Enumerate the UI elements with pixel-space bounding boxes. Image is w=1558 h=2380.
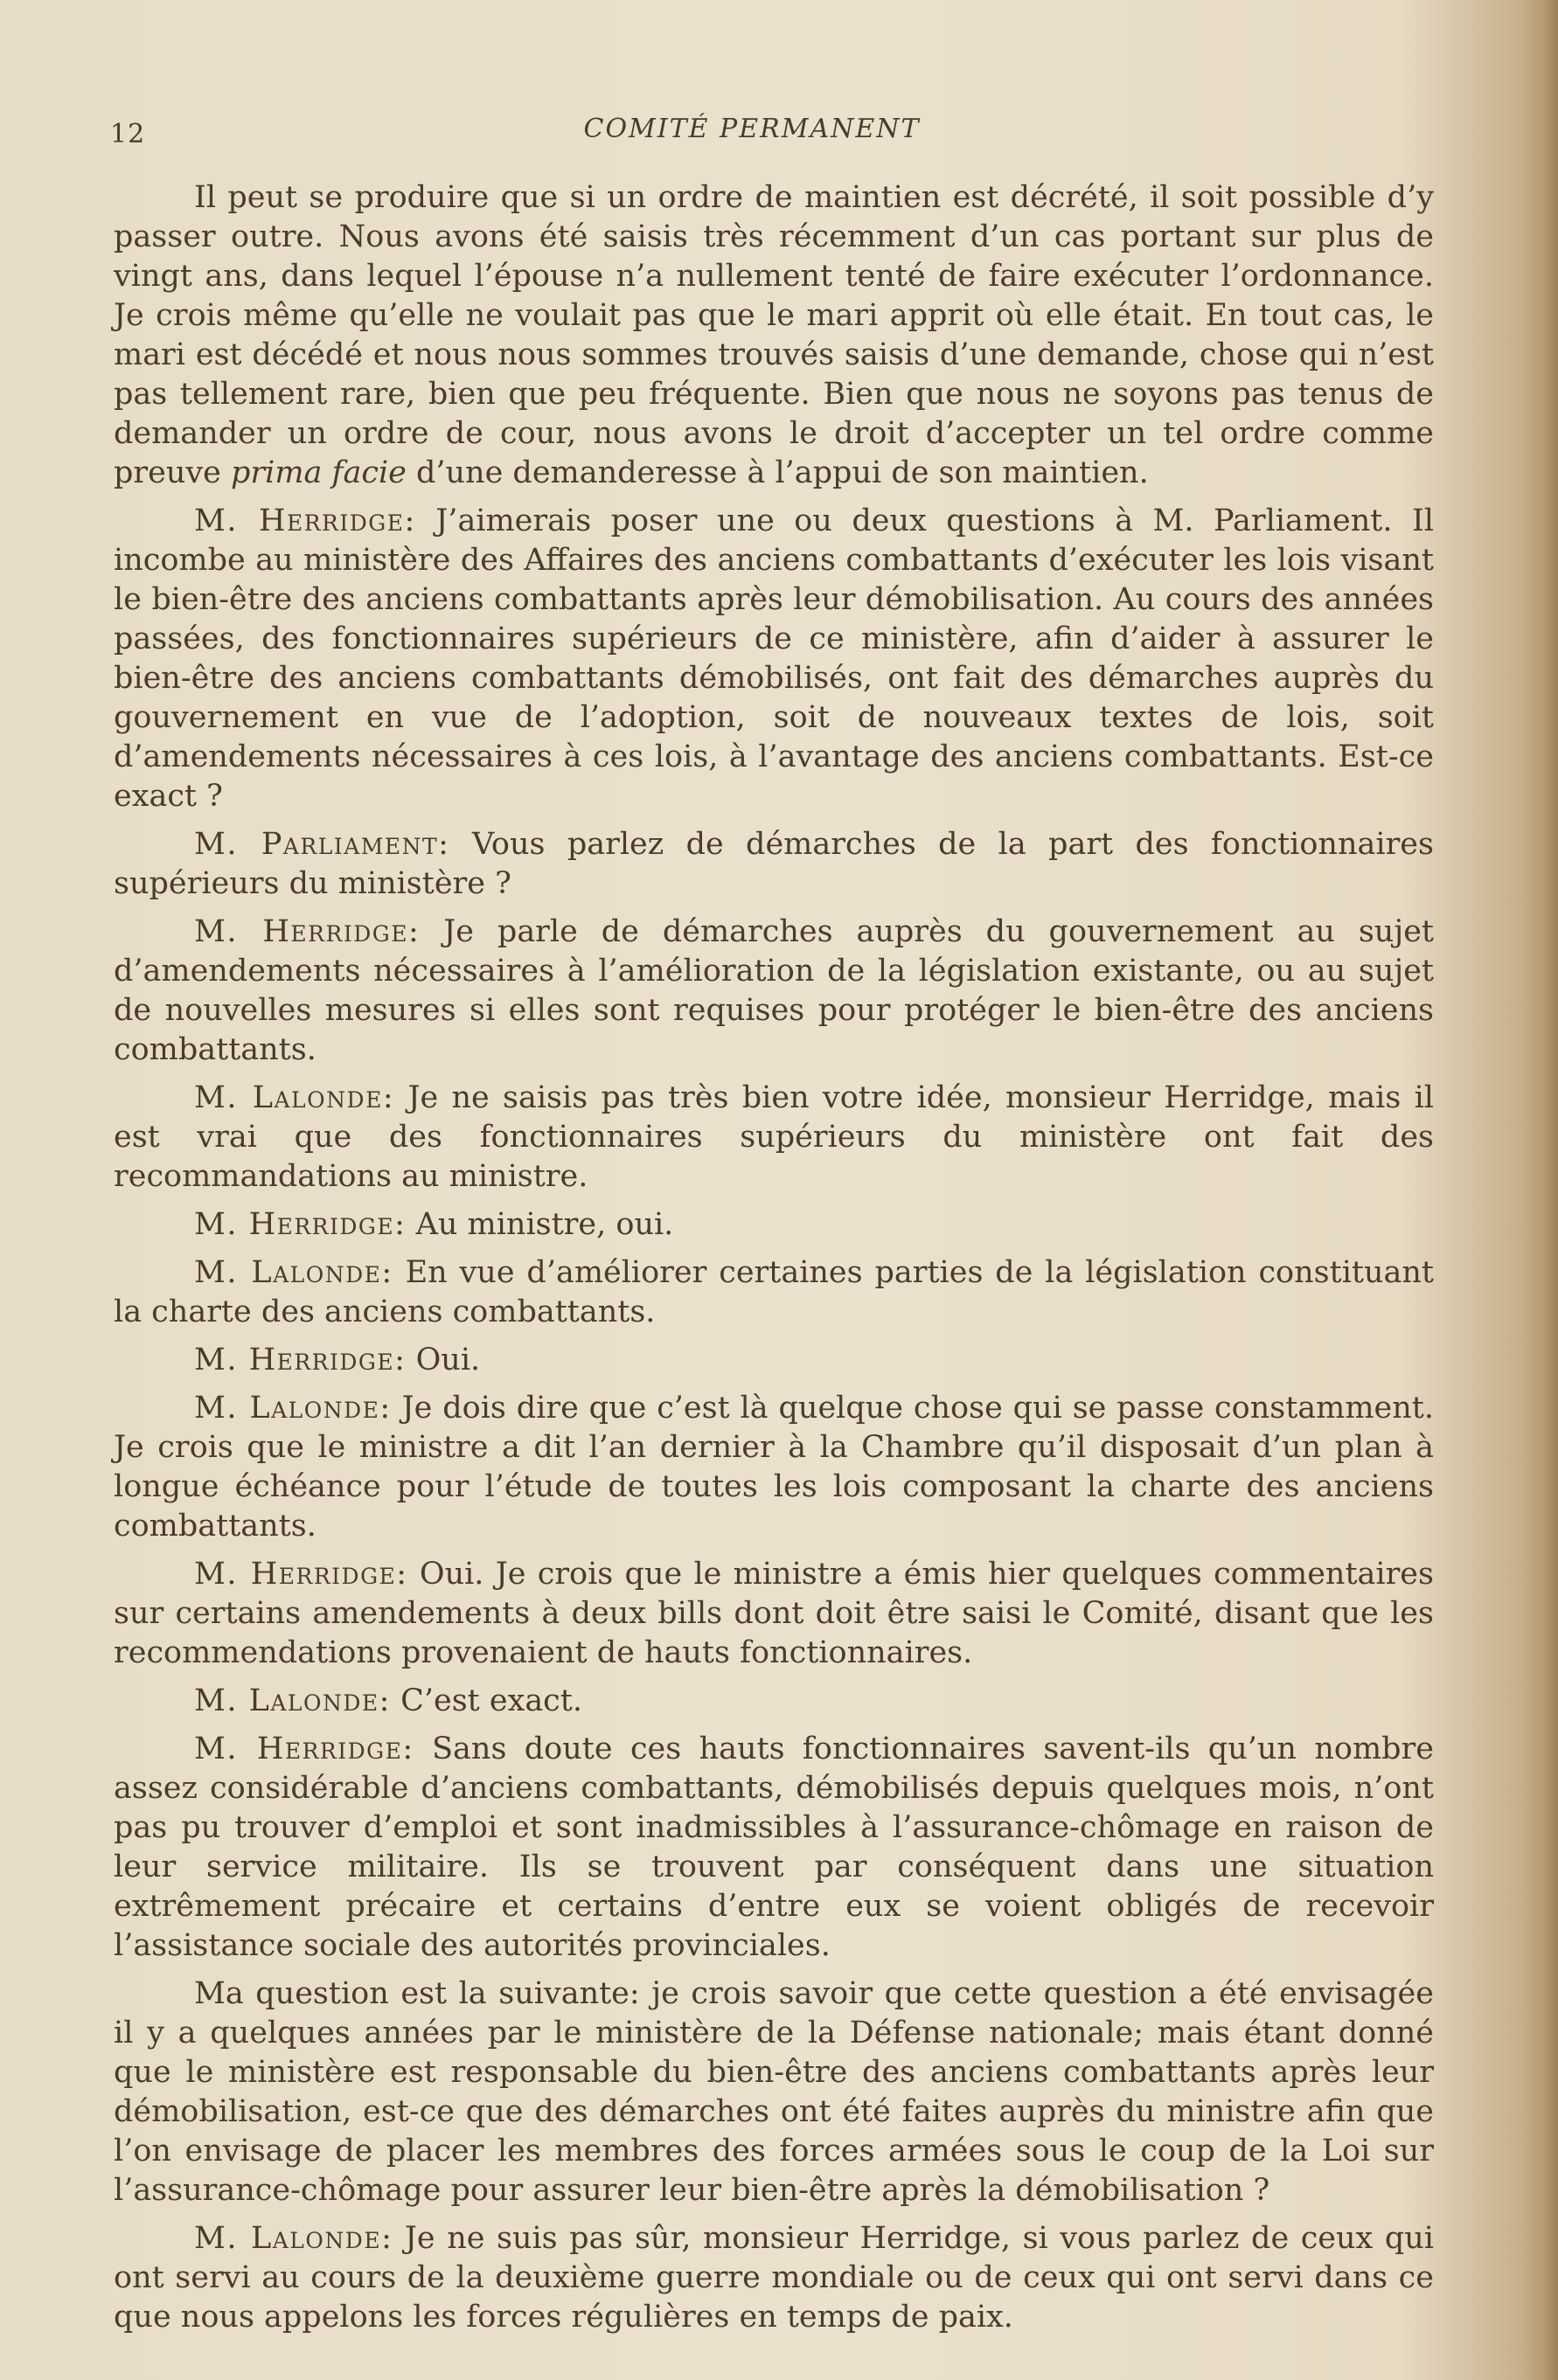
paragraph xyxy=(114,502,1434,816)
paragraph xyxy=(114,1079,1434,1197)
paragraph-text: C’est exact. xyxy=(400,1683,582,1718)
paragraph-text: En vue d’améliorer certaines parties de la législation constituant la charte des anciens combattants. xyxy=(114,1255,1434,1329)
paragraph-text: Sans doute ces hauts fonctionnaires savent-ils qu’un nombre assez considérable d’anciens combattants, démobilisés depuis quelques mois, n’ont pas pu trouver d’emploi et sont inadmissibles à l’assurance-chômage en raison de leur service militaire. Ils se trouvent par conséquent dans une situation extrêmement précaire et certains d’entre eux se voient obligés de recevoir l’assistance sociale des autorités provinciales. xyxy=(114,1731,1434,1963)
paragraph xyxy=(114,1389,1434,1546)
paragraph xyxy=(114,1205,1434,1245)
speaker-name: M. Herridge: xyxy=(194,1731,414,1766)
paragraph-text: Je ne saisis pas très bien votre idée, monsieur Herridge, mais il est vrai que des fonctionnaires supérieurs du ministère ont fait des recommandations au ministre. xyxy=(114,1080,1434,1194)
speaker-name: M. Parliament: xyxy=(194,827,450,862)
paragraph xyxy=(114,1730,1434,1966)
speaker-name: M. Lalonde: xyxy=(194,2221,393,2256)
paragraph xyxy=(114,1341,1434,1380)
paragraph-text: J’aimerais poser une ou deux questions à M. Parliament. Il incombe au ministère des Affaires des anciens combattants d’exécuter les lois visant le bien-être des anciens combattants après leur démobilisation. Au cours des années passées, des fonctionnaires supérieurs de ce ministère, afin d’aider à assurer le bien-être des anciens combattants démobilisés, ont fait des démarches auprès du gouvernement en vue de l’adoption, soit de nouveaux textes de lois, soit d’amendements nécessaires à ces lois, à l’avantage des anciens combattants. Est-ce exact ? xyxy=(114,503,1434,814)
paragraph-text: Vous parlez de démarches de la part des fonctionnaires supérieurs du ministère ? xyxy=(114,827,1434,901)
paragraph-text: d’une demanderesse à l’appui de son maintien. xyxy=(406,455,1149,490)
speaker-name: M. Lalonde: xyxy=(194,1080,395,1115)
paragraph-text: Je ne suis pas sûr, monsieur Herridge, si vous parlez de ceux qui ont servi au cours de la deuxième guerre mondiale ou de ceux qui ont servi dans ce que nous appelons les forces régulières en temps de paix. xyxy=(114,2221,1434,2335)
speaker-name: M. Herridge: xyxy=(194,914,421,949)
speaker-name: M. Herridge: xyxy=(194,1343,407,1377)
paragraph xyxy=(114,178,1434,493)
paragraph xyxy=(114,825,1434,904)
running-title: COMITÉ PERMANENT xyxy=(583,114,921,144)
paragraph-text: Il peut se produire que si un ordre de maintien est décrété, il soit possible d’y passer outre. Nous avons été saisis très récemment d’un cas portant sur plus de vingt ans, dans lequel l’épouse n’a nullement tenté de faire exécuter l’ordonnance. Je crois même qu’elle ne voulait pas que le mari apprit où elle était. En tout cas, le mari est décédé et nous nous sommes trouvés saisis d’une demande, chose qui n’est pas tellement rare, bien que peu fréquente. Bien que nous ne soyons pas tenus de demander un ordre de cour, nous avons le droit d’accepter un tel ordre comme preuve xyxy=(114,180,1434,490)
paragraph xyxy=(114,1555,1434,1673)
paragraph xyxy=(114,912,1434,1070)
speaker-name: M. Lalonde: xyxy=(194,1683,391,1718)
speaker-name: M. Lalonde: xyxy=(194,1391,392,1426)
paragraph-text: Oui. xyxy=(415,1343,481,1377)
speaker-name: M. Herridge: xyxy=(194,503,416,538)
speaker-name: M. Herridge: xyxy=(194,1207,407,1242)
page-edge-shadow xyxy=(1523,0,1558,2380)
paragraph xyxy=(114,1682,1434,1721)
paragraph xyxy=(114,1253,1434,1332)
italic-term: prima facie xyxy=(231,455,407,490)
paragraph-text: Ma question est la suivante: je crois savoir que cette question a été envisagée il y a quelques années par le ministère de la Défense nationale; mais étant donné que le ministère est responsable du bien-être des anciens combattants après leur démobilisation, est-ce que des démarches ont été faites auprès du ministre afin que l’on envisage de placer les membres des forces armées sous le coup de la Loi sur l’assurance-chômage pour assurer leur bien-être après la démobilisation ? xyxy=(114,1976,1434,2208)
paragraph-text: Oui. Je crois que le ministre a émis hier quelques commentaires sur certains amendements à deux bills dont doit être saisi le Comité, disant que les recommendations provenaient de hauts fonctionnaires. xyxy=(114,1557,1434,1670)
paragraph-text: Je dois dire que c’est là quelque chose qui se passe constamment. Je crois que le ministre a dit l’an dernier à la Chambre qu’il disposait d’un plan à longue échéance pour l’étude de toutes les lois composant la charte des anciens combattants. xyxy=(114,1391,1434,1544)
speaker-name: M. Lalonde: xyxy=(194,1255,393,1290)
speaker-name: M. Herridge: xyxy=(194,1557,408,1592)
paragraph xyxy=(114,1974,1434,2210)
body-text xyxy=(114,178,1434,2346)
paragraph-text: Je parle de démarches auprès du gouvernement au sujet d’amendements nécessaires à l’amélioration de la législation existante, ou au sujet de nouvelles mesures si elles sont requises pour protéger le bien-être des anciens combattants. xyxy=(114,914,1434,1067)
page-number: 12 xyxy=(110,119,146,149)
paragraph-text: Au ministre, oui. xyxy=(415,1207,674,1242)
paragraph xyxy=(114,2219,1434,2337)
